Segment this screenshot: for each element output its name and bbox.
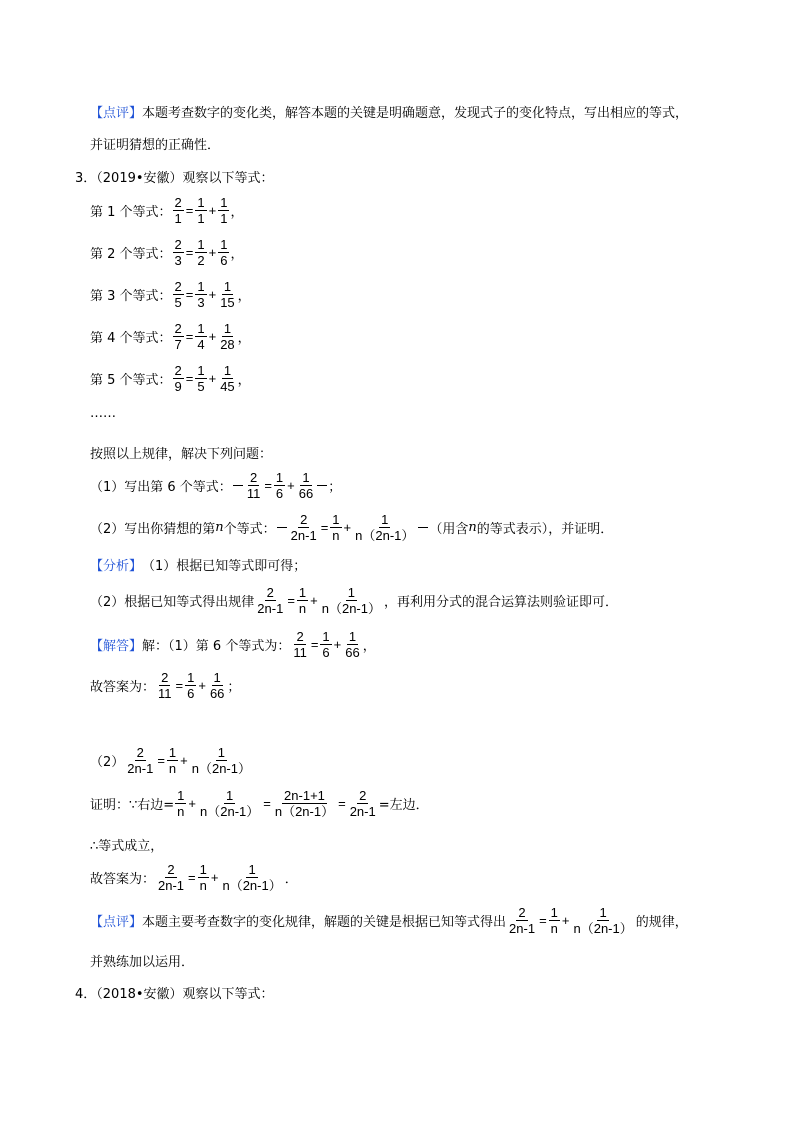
- review-2-line-2: [90, 951, 194, 970]
- comma: ，: [237, 373, 251, 388]
- equals-sign: =: [539, 913, 547, 928]
- fraction: $\frac{2}{2n-1}$: [158, 862, 185, 893]
- review-2-text: 本题主要考查数字的变化规律，解题的关键是根据已知等式得出: [142, 915, 507, 930]
- question-title: 3．（2019•安徽）观察以下等式：: [75, 171, 274, 186]
- fraction: $\frac{1}{66}$: [298, 470, 314, 501]
- fraction: $\frac{1}{66}$: [209, 670, 225, 701]
- review-tag-2: 【点评】: [90, 915, 143, 930]
- part-2: [90, 512, 613, 543]
- fraction: $\frac{1}{n(2n-1)}$: [573, 905, 633, 936]
- period: ．: [284, 872, 298, 887]
- answer-text: 解：（1）第 6 个等式为：: [142, 639, 291, 654]
- equals-sign: =: [263, 796, 271, 811]
- answer-tag: 【解答】: [90, 639, 143, 654]
- fraction: $\frac{1}{6}$: [220, 237, 228, 268]
- fraction: $\frac{1}{n}$: [550, 905, 558, 936]
- plus-sign: +: [210, 870, 219, 885]
- variable-n: n: [468, 520, 477, 535]
- equation-3: [90, 279, 251, 310]
- equals-sign: =: [287, 593, 295, 608]
- fraction: $\frac{1}{n(2n-1)}$: [200, 788, 260, 819]
- equation-label: 第 2 个等式：: [90, 247, 172, 262]
- answer-text-4: 故答案为：: [90, 872, 156, 887]
- plus-sign: +: [208, 245, 217, 260]
- equation-4: [90, 321, 251, 352]
- plus-sign: +: [310, 593, 318, 608]
- analysis-text: （1）根据已知等式即可得；: [142, 559, 307, 574]
- equation-label: 第 5 个等式：: [90, 373, 172, 388]
- fraction: $\frac{1}{1}$: [220, 195, 228, 226]
- fraction: $\frac{2}{2n-1}$: [257, 585, 284, 616]
- fraction: $\frac{2}{2n-1}$: [509, 905, 536, 936]
- fraction: $\frac{1}{n(2n-1)}$: [222, 862, 282, 893]
- proof-text: 证明：∵右边=: [90, 798, 175, 813]
- comma: ，: [237, 289, 251, 304]
- fraction: $\frac{1}{4}$: [197, 321, 205, 352]
- equals-sign: =: [188, 870, 196, 885]
- equation-label: 第 4 个等式：: [90, 331, 172, 346]
- blank-line: [233, 485, 243, 486]
- equals-sign: =: [185, 203, 194, 218]
- fraction: $\frac{2}{2n-1}$: [349, 788, 376, 819]
- answer-part-2: （2）: [90, 755, 125, 770]
- fraction: $\frac{1}{1}$: [197, 195, 205, 226]
- fraction: $\frac{1}{6}$: [275, 470, 284, 501]
- part-2-text-c: （用含: [429, 522, 469, 537]
- part-2-text: （2）写出你猜想的第: [90, 522, 216, 537]
- equation-5: [90, 363, 251, 394]
- fraction: $\frac{1}{28}$: [220, 321, 235, 352]
- review-1-line-2: [90, 134, 220, 153]
- proof-line: [90, 788, 429, 819]
- part-1-text: （1）写出第 6 个等式：: [90, 480, 232, 495]
- comma: ，: [230, 205, 244, 220]
- ellipsis-text: ……: [90, 406, 116, 421]
- plus-sign: +: [561, 913, 570, 928]
- plus-sign: +: [208, 371, 217, 386]
- fraction: $\frac{1}{15}$: [220, 279, 235, 310]
- equals-sign: =: [338, 796, 346, 811]
- fraction: $\frac{2}{2n-1}$: [127, 745, 154, 776]
- equation-1: [90, 195, 243, 226]
- fraction: $\frac{2}{2n-1}$: [290, 512, 317, 543]
- analysis-tag: 【分析】: [90, 559, 143, 574]
- fraction: $\frac{1}{n}$: [177, 788, 185, 819]
- blank-line: [277, 527, 287, 528]
- fraction: $\frac{1}{n}$: [168, 745, 177, 776]
- plus-sign: +: [208, 329, 217, 344]
- equation-2: [90, 237, 243, 268]
- fraction: $\frac{1}{6}$: [322, 629, 330, 660]
- proof-conclusion: =左边．: [378, 798, 429, 813]
- review-2-text-3: 并熟练加以运用．: [90, 955, 195, 970]
- fraction: $\frac{1}{5}$: [197, 363, 205, 394]
- equation-label: 第 1 个等式：: [90, 205, 172, 220]
- fraction: $\frac{2}{3}$: [174, 237, 182, 268]
- plus-sign: +: [188, 796, 196, 811]
- fraction: $\frac{1}{n(2n-1)}$: [321, 585, 381, 616]
- fraction: $\frac{1}{2}$: [197, 237, 205, 268]
- fraction: $\frac{1}{n}$: [298, 585, 307, 616]
- analysis-line-2: [90, 585, 618, 616]
- plus-sign: +: [208, 203, 217, 218]
- analysis-line-1: [90, 555, 306, 574]
- fraction: $\frac{2}{7}$: [174, 321, 182, 352]
- variable-n: n: [215, 520, 224, 535]
- plus-sign: +: [333, 637, 342, 652]
- plus-sign: +: [287, 478, 295, 493]
- part-2-text-d: 的等式表示），并证明．: [476, 522, 614, 537]
- answer-line-1: [90, 629, 376, 660]
- review-2-line-1: [90, 905, 688, 936]
- equals-sign: =: [320, 520, 329, 535]
- fraction: $\frac{1}{n}$: [332, 512, 340, 543]
- equals-sign: =: [175, 678, 184, 693]
- fraction: $\frac{2}{9}$: [174, 363, 182, 394]
- equals-sign: =: [310, 637, 319, 652]
- blank-line: [317, 485, 327, 486]
- equals-sign: =: [264, 478, 272, 493]
- fraction: $\frac{1}{6}$: [187, 670, 195, 701]
- fraction: $\frac{2}{11}$: [158, 670, 172, 701]
- fraction: $\frac{2}{11}$: [293, 629, 307, 660]
- equals-sign: =: [185, 329, 194, 344]
- fraction: $\frac{1}{45}$: [220, 363, 235, 394]
- fraction: $\frac{1}{3}$: [197, 279, 205, 310]
- semicolon: ；: [227, 680, 241, 695]
- part-2-text-b: 个等式：: [223, 522, 276, 537]
- equation-label: 第 3 个等式：: [90, 289, 172, 304]
- equals-sign: =: [185, 371, 194, 386]
- part-1: [90, 470, 341, 501]
- review-2-text-2: 的规律，: [635, 915, 688, 930]
- fraction: $\frac{1}{n(2n-1)}$: [355, 512, 415, 543]
- fraction: $\frac{1}{n}$: [199, 862, 207, 893]
- review-text: 本题考查数字的变化类，解答本题的关键是明确题意，发现式子的变化特点，写出相应的等式，: [142, 106, 689, 121]
- review-1-line-1: [90, 102, 688, 121]
- therefore-text: ∴等式成立，: [90, 839, 164, 854]
- rule-line: [90, 443, 272, 462]
- comma: ，: [362, 639, 376, 654]
- answer-line-4: [90, 862, 298, 893]
- fraction: $\frac{2}{11}$: [246, 470, 261, 501]
- review-tag: 【点评】: [90, 106, 143, 121]
- comma: ，: [230, 247, 244, 262]
- analysis-text-2: （2）根据已知等式得出规律: [90, 595, 255, 610]
- fraction: $\frac{2}{1}$: [174, 195, 182, 226]
- fraction: $\frac{2n-1+1}{n(2n-1)}$: [274, 788, 335, 819]
- rule-text: 按照以上规律，解决下列问题：: [90, 447, 273, 462]
- answer-line-2: [90, 670, 240, 701]
- review-text-2: 并证明猜想的正确性．: [90, 138, 221, 153]
- plus-sign: +: [343, 520, 352, 535]
- fraction: $\frac{2}{5}$: [174, 279, 182, 310]
- fraction: $\frac{1}{n(2n-1)}$: [191, 745, 251, 776]
- answer-text-2: 故答案为：: [90, 680, 156, 695]
- equals-sign: =: [157, 753, 165, 768]
- answer-line-3: [90, 745, 254, 776]
- equals-sign: =: [185, 287, 194, 302]
- question-title: 4．（2018•安徽）观察以下等式：: [75, 987, 274, 1002]
- plus-sign: +: [198, 678, 206, 693]
- question-4-title: [75, 983, 274, 1002]
- equals-sign: =: [185, 245, 194, 260]
- blank-line: [418, 527, 428, 528]
- analysis-text-3: ，再利用分式的混合运算法则验证即可．: [383, 595, 618, 610]
- plus-sign: +: [180, 753, 188, 768]
- question-3-title: [75, 167, 274, 186]
- ellipsis: [90, 406, 116, 421]
- fraction: $\frac{1}{66}$: [345, 629, 360, 660]
- comma: ，: [237, 331, 251, 346]
- plus-sign: +: [208, 287, 217, 302]
- semicolon: ；: [328, 480, 342, 495]
- therefore-line: [90, 835, 163, 854]
